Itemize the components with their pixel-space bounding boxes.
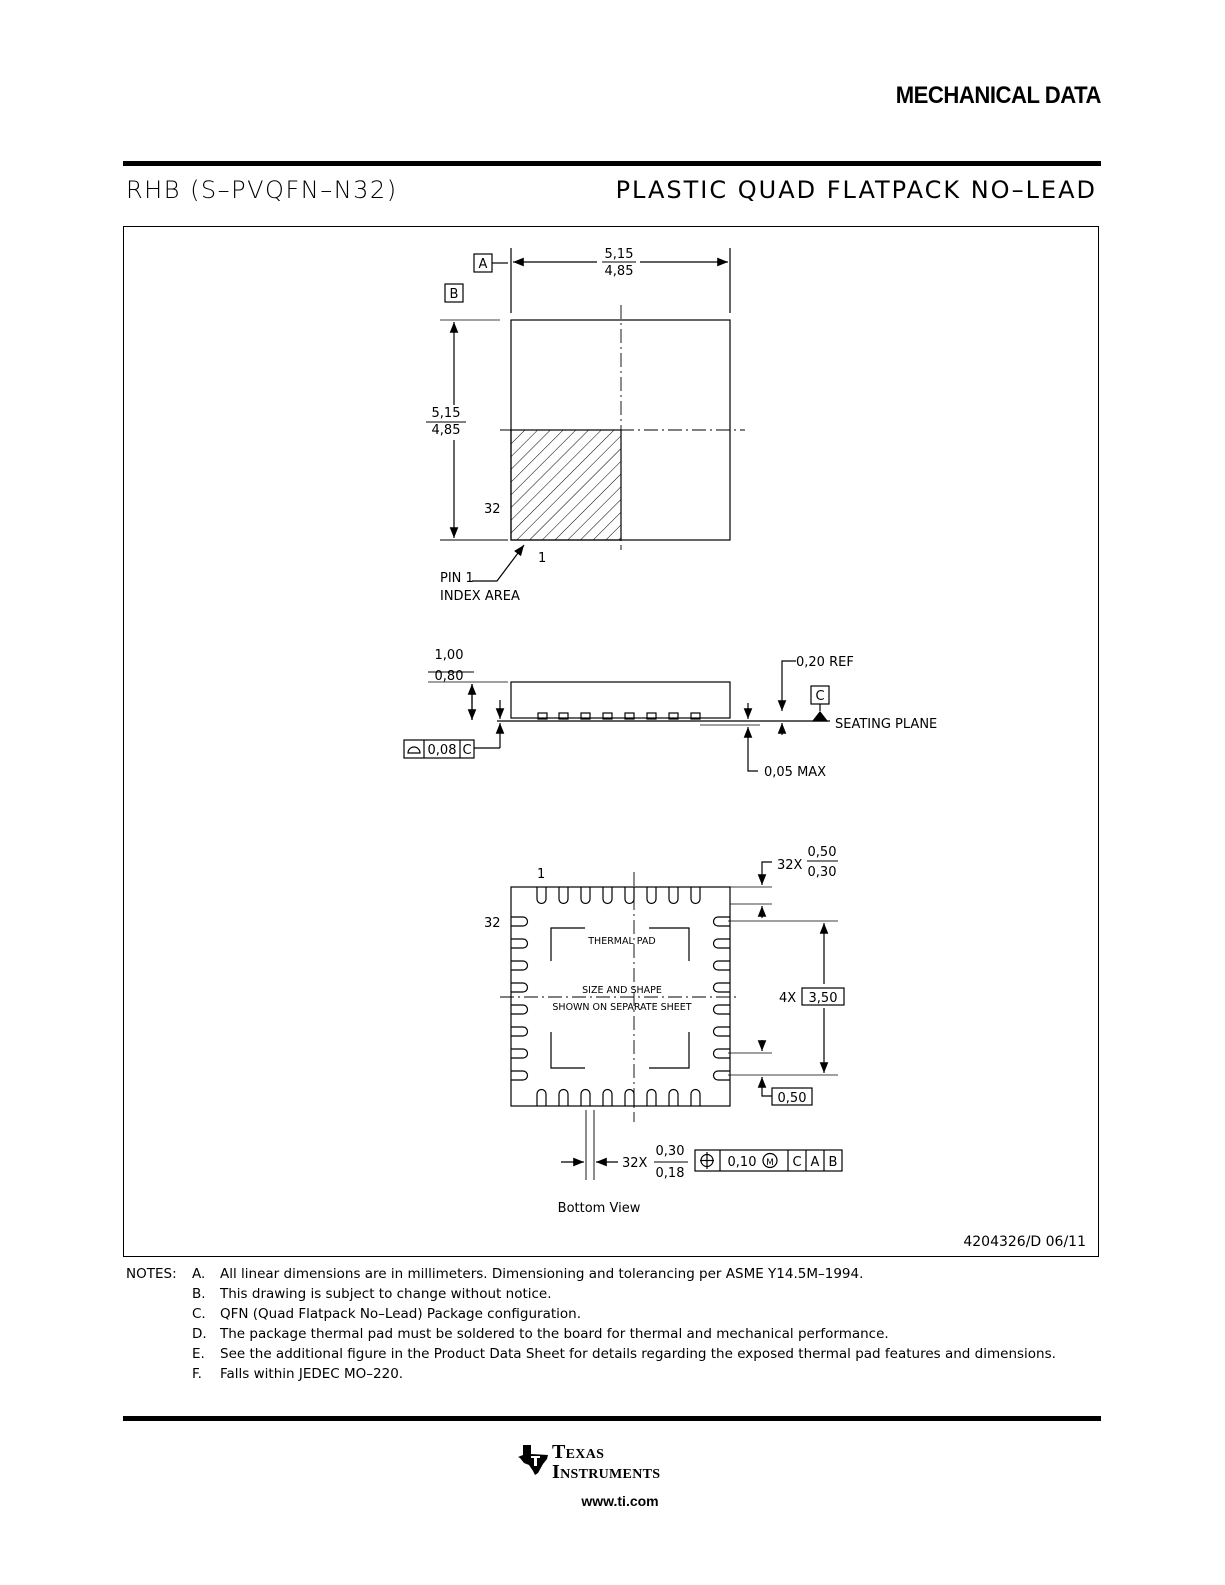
thermal-pad-line2: SIZE AND SHAPE xyxy=(582,985,662,996)
package-code: RHB (S–PVQFN–N32) xyxy=(126,176,398,204)
mmc-modifier: M xyxy=(766,1158,774,1168)
note-a: A. All linear dimensions are in millimeters. Dimensioning and tolerancing per ASME Y14.5M–1994. xyxy=(192,1266,864,1282)
ref-dimension: 0,20 REF xyxy=(796,655,854,670)
position-datum-a: A xyxy=(810,1155,820,1170)
span-value: 3,50 xyxy=(808,991,838,1006)
pitch-value: 0,50 xyxy=(777,1091,807,1106)
ti-name-line1: Texas xyxy=(552,1441,605,1463)
pin1-index-line2: INDEX AREA xyxy=(440,589,520,604)
flatness-datum: C xyxy=(462,743,472,758)
thermal-pad-line1: THERMAL PAD xyxy=(588,936,656,947)
datum-c-label: C xyxy=(815,689,825,704)
bottom-view-caption: Bottom View xyxy=(557,1201,641,1216)
seating-plane-label: SEATING PLANE xyxy=(835,717,938,732)
flatness-value: 0,08 xyxy=(427,743,457,758)
position-datum-b: B xyxy=(828,1155,838,1170)
pin-1-label-top: 1 xyxy=(538,551,547,566)
pin1-index-area xyxy=(511,430,621,540)
pin-32-label-top: 32 xyxy=(484,502,501,517)
standoff-dimension: 0,05 MAX xyxy=(764,765,827,780)
notes-label: NOTES: xyxy=(126,1266,177,1282)
bottom-rule xyxy=(123,1416,1101,1421)
bottom-leads-top xyxy=(537,887,700,904)
bottom-leads-right xyxy=(714,917,731,1080)
datum-a-label: A xyxy=(478,257,488,272)
package-outline-bottom xyxy=(511,887,730,1106)
texas-state-icon xyxy=(516,1443,550,1477)
datum-b-label: B xyxy=(449,287,459,302)
bottom-view xyxy=(500,862,844,1180)
thermal-pad-label xyxy=(552,936,691,1013)
page-title: MECHANICAL DATA xyxy=(895,82,1101,109)
height-max: 5,15 xyxy=(431,406,461,421)
height-min: 4,85 xyxy=(431,423,461,438)
side-height-min: 0,80 xyxy=(434,669,464,684)
ti-name-line2: Instruments xyxy=(552,1461,661,1483)
width-max: 5,15 xyxy=(604,247,634,262)
span-prefix: 4X xyxy=(779,991,797,1006)
lead-length-max: 0,50 xyxy=(807,845,837,860)
pin-32-label-bottom: 32 xyxy=(484,916,501,931)
lead-length-prefix: 32X xyxy=(777,858,803,873)
package-description: PLASTIC QUAD FLATPACK NO–LEAD xyxy=(615,176,1097,204)
note-e: E. See the additional figure in the Product Data Sheet for details regarding the exposed thermal pad features and dimensions. xyxy=(192,1346,1056,1362)
note-b: B. This drawing is subject to change without notice. xyxy=(192,1286,552,1302)
bottom-leads-left xyxy=(511,917,528,1080)
ti-url: www.ti.com xyxy=(581,1493,659,1509)
drawing-number: 4204326/D 06/11 xyxy=(963,1234,1086,1250)
lead-width-max: 0,30 xyxy=(655,1144,685,1159)
side-height-max: 1,00 xyxy=(434,648,464,663)
note-d: D. The package thermal pad must be soldered to the board for thermal and mechanical performance. xyxy=(192,1326,889,1342)
lead-width-prefix: 32X xyxy=(622,1156,648,1171)
position-tolerance-value: 0,10 xyxy=(727,1155,757,1170)
note-f: F. Falls within JEDEC MO–220. xyxy=(192,1366,404,1382)
width-min: 4,85 xyxy=(604,264,634,279)
thermal-pad-line3: SHOWN ON SEPARATE SHEET xyxy=(552,1002,692,1013)
note-c: C. QFN (Quad Flatpack No–Lead) Package configuration. xyxy=(192,1306,582,1322)
pin-1-label-bottom: 1 xyxy=(537,867,546,882)
top-view xyxy=(426,248,745,581)
bottom-leads-bottom xyxy=(537,1090,700,1107)
pin1-index-line1: PIN 1 xyxy=(440,571,474,586)
lead-length-min: 0,30 xyxy=(807,865,837,880)
lead-width-min: 0,18 xyxy=(655,1166,685,1181)
position-datum-c: C xyxy=(792,1155,802,1170)
